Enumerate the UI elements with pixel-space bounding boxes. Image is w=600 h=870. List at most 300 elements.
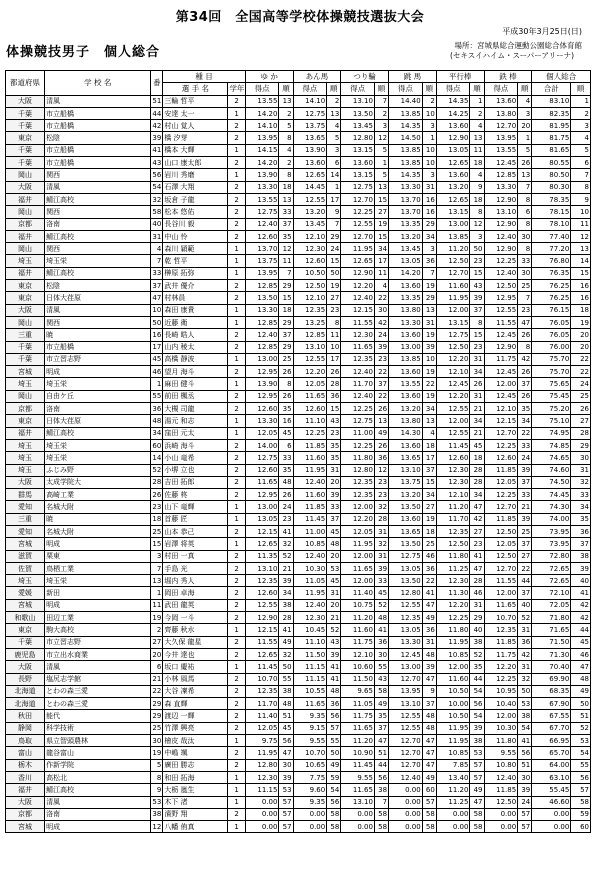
cell-total: 74.45 (532, 489, 571, 501)
cell-hbar-rank: 1 (518, 132, 532, 144)
cell-rings-rank: 51 (374, 747, 388, 759)
cell-pbars-rank: 54 (470, 710, 484, 722)
cell-player: 廣田 勝志 (163, 759, 228, 771)
cell-player: 小林 風馬 (163, 673, 228, 685)
cell-rings-score: 12.00 (341, 501, 375, 513)
cell-pommel-score: 12.40 (293, 599, 327, 611)
cell-pommel-rank: 56 (327, 796, 341, 808)
cell-rings-score: 11.55 (341, 316, 375, 328)
cell-school: 明成 (45, 599, 151, 611)
cell-pommel-rank: 45 (327, 525, 341, 537)
table-row (6, 624, 591, 636)
cell-pommel-rank: 56 (327, 710, 341, 722)
cell-pbars-rank: 15 (470, 267, 484, 279)
cell-grade: 2 (228, 95, 245, 107)
cell-num: 48 (151, 415, 163, 427)
cell-pref: 東京 (6, 624, 45, 636)
cell-grade: 1 (228, 304, 245, 316)
cell-total: 81.95 (532, 120, 571, 132)
cell-vault-rank: 10 (422, 144, 436, 156)
cell-pbars-score: 11.25 (436, 562, 470, 574)
cell-pbars-score: 10.00 (436, 698, 470, 710)
cell-total: 74.30 (532, 501, 571, 513)
cell-player: 安達 太一 (163, 107, 228, 119)
cell-vault-score: 14.35 (389, 120, 423, 132)
cell-num: 29 (151, 698, 163, 710)
cell-num: 20 (151, 648, 163, 660)
cell-school: 関西 (45, 243, 151, 255)
cell-grade: 2 (228, 206, 245, 218)
header-vault: 跳 馬 (389, 71, 437, 83)
cell-total: 76.05 (532, 316, 571, 328)
cell-pbars-score: 11.95 (436, 735, 470, 747)
cell-school: 科学技術 (45, 722, 151, 734)
cell-hbar-rank: 8 (518, 193, 532, 205)
cell-school: 埼玉栄 (45, 439, 151, 451)
cell-player: 佐藤 柊 (163, 489, 228, 501)
cell-hbar-rank: 6 (518, 206, 532, 218)
cell-total-rank: 37 (571, 538, 591, 550)
table-row (6, 316, 591, 328)
cell-rings-rank: 23 (374, 489, 388, 501)
cell-floor-score: 14.15 (245, 144, 279, 156)
cell-rings-score: 12.40 (341, 366, 375, 378)
cell-floor-score: 13.75 (245, 255, 279, 267)
cell-floor-score: 11.55 (245, 636, 279, 648)
cell-floor-rank: 11 (279, 255, 293, 267)
cell-pref: 埼玉 (6, 378, 45, 390)
cell-hbar-rank: 30 (518, 230, 532, 242)
cell-school: 塩尻志学館 (45, 673, 151, 685)
cell-school: 鯖江高校 (45, 193, 151, 205)
cell-total: 75.45 (532, 390, 571, 402)
cell-floor-score: 12.95 (245, 489, 279, 501)
cell-floor-rank: 57 (279, 821, 293, 833)
cell-hbar-rank: 37 (518, 587, 532, 599)
cell-total: 69.90 (532, 673, 571, 685)
cell-hbar-rank: 26 (518, 390, 532, 402)
table-row (6, 796, 591, 808)
cell-hbar-rank: 53 (518, 698, 532, 710)
cell-school: 埼玉栄 (45, 452, 151, 464)
cell-floor-rank: 13 (279, 95, 293, 107)
cell-floor-rank: 26 (279, 390, 293, 402)
cell-school: 田辺工業 (45, 612, 151, 624)
cell-total-rank: 31 (571, 464, 591, 476)
cell-hbar-rank: 40 (518, 599, 532, 611)
cell-pbars-score: 11.30 (436, 587, 470, 599)
cell-hbar-rank: 22 (518, 562, 532, 574)
cell-pbars-score: 0.00 (436, 821, 470, 833)
cell-vault-rank: 49 (422, 612, 436, 624)
cell-floor-rank: 29 (279, 316, 293, 328)
cell-player: 大槻 司龍 (163, 403, 228, 415)
cell-pommel-rank: 39 (327, 489, 341, 501)
cell-pref: 福井 (6, 427, 45, 439)
header-total: 合計 (532, 83, 571, 95)
cell-grade: 1 (228, 353, 245, 365)
cell-pommel-score: 10.45 (293, 624, 327, 636)
cell-pbars-score: 12.20 (436, 353, 470, 365)
cell-hbar-score: 12.90 (484, 218, 518, 230)
cell-total-rank: 16 (571, 292, 591, 304)
cell-player: 乾 哲平 (163, 255, 228, 267)
cell-total: 81.75 (532, 132, 571, 144)
cell-school: 龍谷富山 (45, 747, 151, 759)
cell-grade: 1 (228, 501, 245, 513)
cell-player: 大栃 嵐生 (163, 784, 228, 796)
cell-hbar-rank: 13 (518, 169, 532, 181)
cell-grade: 2 (228, 808, 245, 820)
cell-num: 33 (151, 267, 163, 279)
cell-player: 竹澤 興亮 (163, 722, 228, 734)
cell-floor-rank: 52 (279, 550, 293, 562)
cell-pommel-rank: 41 (327, 661, 341, 673)
cell-vault-score: 0.00 (389, 808, 423, 820)
table-row (6, 169, 591, 181)
cell-grade: 2 (228, 636, 245, 648)
cell-school: 清風 (45, 661, 151, 673)
cell-hbar-rank: 31 (518, 661, 532, 673)
cell-grade: 2 (228, 612, 245, 624)
cell-rings-score: 12.30 (341, 329, 375, 341)
cell-floor-rank: 35 (279, 464, 293, 476)
cell-pref: 群馬 (6, 489, 45, 501)
cell-grade: 2 (228, 439, 245, 451)
cell-vault-rank: 47 (422, 759, 436, 771)
cell-num: 52 (151, 464, 163, 476)
cell-rings-score: 12.00 (341, 575, 375, 587)
cell-pref: 和歌山 (6, 612, 45, 624)
cell-rings-rank: 26 (374, 439, 388, 451)
cell-total-rank: 22 (571, 366, 591, 378)
cell-hbar-score: 11.55 (484, 316, 518, 328)
cell-pbars-rank: 43 (470, 280, 484, 292)
cell-floor-rank: 18 (279, 304, 293, 316)
cell-pbars-score: 11.95 (436, 636, 470, 648)
cell-player: 山本 恭己 (163, 525, 228, 537)
table-row (6, 612, 591, 624)
cell-vault-score: 13.80 (389, 415, 423, 427)
cell-pbars-score: 13.05 (436, 144, 470, 156)
cell-player: 八幡 侑真 (163, 821, 228, 833)
cell-vault-rank: 34 (422, 403, 436, 415)
cell-pommel-score: 13.60 (293, 157, 327, 169)
cell-player: 榊原 拓弥 (163, 267, 228, 279)
cell-total: 78.10 (532, 218, 571, 230)
cell-school: 鳥栖工業 (45, 562, 151, 574)
cell-rings-rank: 37 (374, 722, 388, 734)
cell-hbar-rank: 4 (518, 95, 532, 107)
cell-pommel-rank: 36 (327, 390, 341, 402)
cell-school: 鯖江高校 (45, 427, 151, 439)
cell-grade: 1 (228, 378, 245, 390)
cell-floor-rank: 28 (279, 612, 293, 624)
cell-pref: 大阪 (6, 181, 45, 193)
cell-pbars-rank: 35 (470, 661, 484, 673)
cell-pref: 千葉 (6, 157, 45, 169)
cell-hbar-score: 12.70 (484, 120, 518, 132)
cell-pbars-rank: 28 (470, 464, 484, 476)
cell-player: 武井 優介 (163, 280, 228, 292)
cell-total: 55.45 (532, 784, 571, 796)
cell-vault-rank: 31 (422, 636, 436, 648)
cell-pref: 宮城 (6, 366, 45, 378)
cell-pbars-score: 13.60 (436, 120, 470, 132)
cell-rings-score: 12.65 (341, 255, 375, 267)
cell-grade: 2 (228, 403, 245, 415)
cell-floor-rank: 57 (279, 796, 293, 808)
cell-hbar-rank: 41 (518, 735, 532, 747)
cell-floor-rank: 35 (279, 403, 293, 415)
cell-pbars-score: 12.90 (436, 132, 470, 144)
table-row (6, 280, 591, 292)
cell-hbar-score: 11.85 (484, 784, 518, 796)
cell-total-rank: 41 (571, 587, 591, 599)
cell-floor-score: 0.00 (245, 796, 279, 808)
cell-rings-score: 12.25 (341, 439, 375, 451)
cell-hbar-score: 12.45 (484, 366, 518, 378)
cell-rings-rank: 44 (374, 759, 388, 771)
cell-pommel-score: 10.85 (293, 538, 327, 550)
cell-floor-score: 13.90 (245, 378, 279, 390)
header-event: 種 目 (163, 71, 245, 83)
table-row (6, 722, 591, 734)
cell-hbar-rank: 8 (518, 243, 532, 255)
cell-floor-rank: 32 (279, 648, 293, 660)
cell-rings-score: 11.50 (341, 673, 375, 685)
cell-pref: 福井 (6, 267, 45, 279)
cell-player: 中山 怜 (163, 230, 228, 242)
cell-hbar-rank: 36 (518, 636, 532, 648)
cell-rings-score: 12.35 (341, 489, 375, 501)
cell-pommel-rank: 59 (327, 771, 341, 783)
cell-pbars-rank: 4 (470, 169, 484, 181)
cell-hbar-score: 12.00 (484, 710, 518, 722)
cell-grade: 1 (228, 427, 245, 439)
cell-pref: 埼玉 (6, 575, 45, 587)
cell-pbars-rank: 58 (470, 821, 484, 833)
cell-vault-rank: 19 (422, 366, 436, 378)
cell-total-rank: 14 (571, 255, 591, 267)
cell-player: 大谷 凜希 (163, 685, 228, 697)
cell-pbars-score: 12.75 (436, 329, 470, 341)
venue-line-2: (セキスイハイム・スーパーアリーナ) (450, 51, 574, 60)
cell-school: 関西 (45, 316, 151, 328)
cell-pommel-score: 12.30 (293, 612, 327, 624)
cell-rings-rank: 58 (374, 685, 388, 697)
cell-pbars-score: 0.00 (436, 808, 470, 820)
cell-rings-score: 10.90 (341, 747, 375, 759)
cell-vault-rank: 58 (422, 821, 436, 833)
cell-total: 68.35 (532, 685, 571, 697)
cell-pbars-score: 13.00 (436, 218, 470, 230)
cell-pommel-rank: 17 (327, 353, 341, 365)
cell-pbars-score: 12.20 (436, 599, 470, 611)
cell-rings-rank: 58 (374, 821, 388, 833)
cell-rings-rank: 17 (374, 255, 388, 267)
cell-hbar-score: 11.75 (484, 648, 518, 660)
cell-vault-rank: 41 (422, 587, 436, 599)
cell-hbar-rank: 7 (518, 181, 532, 193)
cell-pommel-score: 12.75 (293, 107, 327, 119)
cell-total-rank: 52 (571, 722, 591, 734)
cell-floor-score: 14.10 (245, 120, 279, 132)
cell-pbars-rank: 53 (470, 747, 484, 759)
table-row (6, 390, 591, 402)
cell-school: 清風 (45, 796, 151, 808)
table-row (6, 464, 591, 476)
cell-vault-score: 13.85 (389, 144, 423, 156)
cell-hbar-score: 12.45 (484, 390, 518, 402)
cell-pommel-rank: 41 (327, 673, 341, 685)
cell-pommel-rank: 35 (327, 439, 341, 451)
cell-hbar-score: 10.30 (484, 722, 518, 734)
cell-floor-score: 13.30 (245, 181, 279, 193)
cell-pommel-score: 9.35 (293, 796, 327, 808)
cell-grade: 2 (228, 366, 245, 378)
cell-pommel-rank: 1 (327, 181, 341, 193)
cell-pbars-score: 13.85 (436, 230, 470, 242)
cell-hbar-score: 12.85 (484, 169, 518, 181)
cell-total: 73.95 (532, 525, 571, 537)
cell-total-rank: 49 (571, 685, 591, 697)
cell-school: 洛南 (45, 808, 151, 820)
cell-hbar-score: 12.25 (484, 439, 518, 451)
header-allround: 個人総合 (532, 71, 591, 83)
cell-pommel-rank: 2 (327, 95, 341, 107)
cell-rings-score: 12.75 (341, 415, 375, 427)
cell-pref: 鳥取 (6, 735, 45, 747)
cell-pommel-rank: 20 (327, 599, 341, 611)
cell-floor-score: 12.85 (245, 280, 279, 292)
cell-vault-rank: 3 (422, 169, 436, 181)
cell-pbars-score: 12.50 (436, 538, 470, 550)
cell-floor-score: 12.15 (245, 624, 279, 636)
cell-pbars-score: 11.80 (436, 550, 470, 562)
cell-total: 75.70 (532, 353, 571, 365)
cell-num: 53 (151, 796, 163, 808)
cell-vault-rank: 22 (422, 575, 436, 587)
cell-total: 78.35 (532, 193, 571, 205)
table-row (6, 95, 591, 107)
table-row (6, 144, 591, 156)
cell-rings-score: 11.60 (341, 624, 375, 636)
cell-total-rank: 10 (571, 206, 591, 218)
cell-grade: 1 (228, 169, 245, 181)
cell-grade: 2 (228, 292, 245, 304)
cell-pbars-rank: 9 (470, 181, 484, 193)
cell-player: 坂倉 子龍 (163, 193, 228, 205)
cell-pref: 三重 (6, 329, 45, 341)
cell-hbar-score: 10.80 (484, 759, 518, 771)
cell-pommel-rank: 4 (327, 120, 341, 132)
table-row (6, 193, 591, 205)
cell-floor-score: 12.60 (245, 587, 279, 599)
cell-school: 能代 (45, 710, 151, 722)
cell-floor-rank: 24 (279, 501, 293, 513)
cell-player: 堀内 秀人 (163, 575, 228, 587)
cell-grade: 2 (228, 181, 245, 193)
cell-grade: 2 (228, 747, 245, 759)
cell-school: 日体大荏原 (45, 415, 151, 427)
cell-player: 和田 拓海 (163, 771, 228, 783)
cell-pommel-rank: 45 (327, 575, 341, 587)
cell-vault-rank: 49 (422, 771, 436, 783)
cell-hbar-rank: 20 (518, 120, 532, 132)
cell-vault-rank: 3 (422, 120, 436, 132)
cell-pbars-rank: 38 (470, 735, 484, 747)
cell-pbars-rank: 23 (470, 538, 484, 550)
cell-pbars-rank: 1 (470, 95, 484, 107)
cell-num: 54 (151, 181, 163, 193)
cell-hbar-score: 12.95 (484, 292, 518, 304)
cell-pref: 岡山 (6, 316, 45, 328)
cell-pref: 埼玉 (6, 452, 45, 464)
cell-pommel-rank: 48 (327, 538, 341, 550)
cell-pbars-score: 12.00 (436, 304, 470, 316)
cell-vault-rank: 13 (422, 304, 436, 316)
cell-player: 山下 竜輝 (163, 501, 228, 513)
cell-pommel-score: 11.95 (293, 464, 327, 476)
cell-rings-score: 0.00 (341, 821, 375, 833)
cell-vault-rank: 36 (422, 255, 436, 267)
cell-pref: 京都 (6, 218, 45, 230)
cell-floor-rank: 53 (279, 784, 293, 796)
cell-pbars-score: 12.00 (436, 415, 470, 427)
cell-school: 暁 (45, 329, 151, 341)
cell-pref: 宮城 (6, 538, 45, 550)
cell-pommel-rank: 28 (327, 378, 341, 390)
cell-floor-rank: 49 (279, 636, 293, 648)
cell-total-rank: 2 (571, 107, 591, 119)
cell-num: 21 (151, 673, 163, 685)
cell-grade: 1 (228, 267, 245, 279)
table-row (6, 181, 591, 193)
cell-hbar-score: 10.95 (484, 685, 518, 697)
cell-rings-score: 11.80 (341, 452, 375, 464)
cell-vault-rank: 31 (422, 316, 436, 328)
cell-total-rank: 59 (571, 808, 591, 820)
cell-rings-rank: 23 (374, 476, 388, 488)
cell-rings-score: 12.35 (341, 353, 375, 365)
cell-grade: 2 (228, 390, 245, 402)
cell-pref: 宮城 (6, 599, 45, 611)
table-row (6, 353, 591, 365)
cell-floor-rank: 21 (279, 562, 293, 574)
cell-total: 74.65 (532, 452, 571, 464)
cell-total-rank: 46 (571, 648, 591, 660)
cell-pbars-rank: 42 (470, 513, 484, 525)
cell-pommel-score: 13.10 (293, 341, 327, 353)
cell-vault-rank: 39 (422, 341, 436, 353)
cell-school: 明成 (45, 366, 151, 378)
cell-floor-rank: 29 (279, 341, 293, 353)
cell-vault-rank: 48 (422, 722, 436, 734)
cell-pommel-rank: 11 (327, 329, 341, 341)
cell-pommel-score: 9.35 (293, 710, 327, 722)
cell-floor-rank: 45 (279, 427, 293, 439)
table-body (6, 95, 591, 833)
cell-vault-score: 13.05 (389, 562, 423, 574)
cell-num: 27 (151, 636, 163, 648)
cell-hbar-score: 12.90 (484, 341, 518, 353)
cell-hbar-rank: 33 (518, 439, 532, 451)
cell-vault-score: 13.80 (389, 304, 423, 316)
cell-hbar-score: 12.25 (484, 673, 518, 685)
cell-pref: 埼玉 (6, 255, 45, 267)
cell-pref: 大阪 (6, 661, 45, 673)
